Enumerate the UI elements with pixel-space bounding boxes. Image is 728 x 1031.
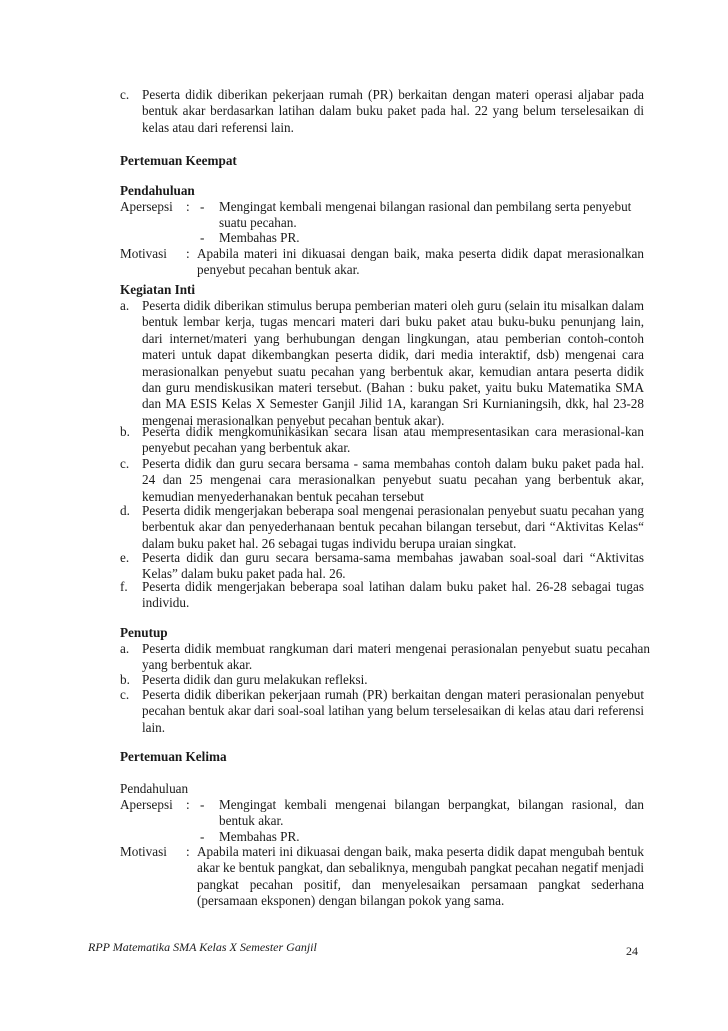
list-marker: f.	[120, 579, 128, 594]
dash: -	[200, 829, 205, 844]
list-marker: c.	[120, 87, 130, 102]
list-item-text: Peserta didik mengkomunikasikan secara lisan atau mempresentasikan cara merasional-kan penyebut pecahan yang berbentuk akar.	[142, 424, 644, 456]
subsection-pendahuluan: Pendahuluan	[120, 183, 195, 198]
apersepsi-point-2: Membahas PR.	[219, 829, 300, 844]
colon: :	[186, 199, 190, 214]
list-marker: b.	[120, 424, 130, 439]
colon: :	[186, 797, 190, 812]
apersepsi-point-1: Mengingat kembali mengenai bilangan rasional dan pembilang serta penyebut suatu pecahan.	[219, 199, 632, 231]
list-marker: c.	[120, 687, 130, 702]
list-item-text: Peserta didik dan guru melakukan refleksi.	[142, 672, 368, 687]
dash: -	[200, 230, 205, 245]
list-marker: c.	[120, 456, 130, 471]
section-title-pertemuan-kelima: Pertemuan Kelima	[120, 749, 227, 764]
apersepsi-label: Apersepsi	[120, 797, 173, 812]
list-item-text: Peserta didik mengerjakan beberapa soal mengenai perasionalan penyebut suatu pecahan yang berbentuk akar dan penyederhanaan bentuk pecahan bilangan tersebut, dari “Aktivitas Kelas“ dalam buku paket hal. 26 sebagai tugas individu berupa uraian singkat.	[142, 503, 644, 551]
apersepsi-point-2: Membahas PR.	[219, 230, 300, 245]
list-marker: d.	[120, 503, 130, 518]
motivasi-text: Apabila materi ini dikuasai dengan baik, maka peserta didik dapat merasionalkan penyebut pecahan bentuk akar.	[197, 246, 644, 278]
list-marker: e.	[120, 550, 130, 565]
list-item-text: Peserta didik membuat rangkuman dari materi mengenai perasionalan penyebut suatu pecahan yang berbentuk akar.	[142, 641, 650, 673]
subsection-kegiatan-inti: Kegiatan Inti	[120, 282, 196, 297]
dash: -	[200, 199, 205, 214]
motivasi-text: Apabila materi ini dikuasai dengan baik, maka peserta didik dapat mengubah bentuk akar ke bentuk pangkat, dan sebaliknya, mengubah pangkat pecahan negatif menjadi pangkat pecahan positif, dan menyelesaikan persamaan pangkat sederhana (persamaan eksponen) dengan bilangan pokok yang sama.	[197, 844, 644, 909]
footer-document-title: RPP Matematika SMA Kelas X Semester Ganjil	[88, 940, 317, 954]
list-item-text: Peserta didik dan guru secara bersama - sama membahas contoh dalam buku paket pada hal. 24 dan 25 mengenai cara merasionalkan penyebut suatu pecahan yang berbentuk akar, kemudian menyederhanakan bentuk pecahan tersebut	[142, 456, 644, 504]
apersepsi-label: Apersepsi	[120, 199, 173, 214]
list-item-text: Peserta didik dan guru secara bersama-sama membahas jawaban soal-soal dari “Aktivitas Kelas” dalam buku paket pada hal. 26.	[142, 550, 644, 582]
apersepsi-point-1: Mengingat kembali mengenai bilangan berpangkat, bilangan rasional, dan bentuk akar.	[219, 797, 644, 829]
motivasi-label: Motivasi	[120, 844, 167, 859]
motivasi-label: Motivasi	[120, 246, 167, 261]
subsection-penutup: Penutup	[120, 625, 168, 640]
list-item-text: Peserta didik diberikan stimulus berupa pemberian materi oleh guru (selain itu misalkan dalam bentuk lembar kerja, tugas mencari materi dari buku paket atau buku-buku penunjang lain, dari internet/materi yang berhubungan dengan lingkungan, atau pemberian contoh-contoh materi untuk dapat dikembangkan peserta didik, dari media interaktif, dsb) mengenai cara merasionalkan penyebut suatu pecahan yang berbentuk akar, kemudian antara peserta didik dan guru mendiskusikan materi tersebut. (Bahan : buku paket, yaitu buku Matematika SMA dan MA ESIS Kelas X Semester Ganjil Jilid 1A, karangan Sri Kurnianingsih, dkk, hal 23-28 mengenai merasionalkan penyebut pecahan bentuk akar).	[142, 298, 644, 428]
list-item-text: Peserta didik diberikan pekerjaan rumah (PR) berkaitan dengan materi operasi aljabar pada bentuk akar berdasarkan latihan dalam buku paket pada hal. 22 yang belum terselesaikan di kelas atau dari referensi lain.	[142, 87, 644, 135]
list-item-text: Peserta didik diberikan pekerjaan rumah (PR) berkaitan dengan materi perasionalan penyebut pecahan bentuk akar dari soal-soal latihan yang belum terselesaikan di kelas atau dari referensi lain.	[142, 687, 644, 735]
list-item-text: Peserta didik mengerjakan beberapa soal latihan dalam buku paket hal. 26-28 sebagai tugas individu.	[142, 579, 644, 611]
colon: :	[186, 844, 190, 859]
subsection-pendahuluan: Pendahuluan	[120, 781, 189, 796]
section-title-pertemuan-keempat: Pertemuan Keempat	[120, 153, 237, 168]
list-marker: b.	[120, 672, 130, 687]
page-number: 24	[626, 944, 638, 958]
list-marker: a.	[120, 298, 130, 313]
dash: -	[200, 797, 205, 812]
list-marker: a.	[120, 641, 130, 656]
colon: :	[186, 246, 190, 261]
